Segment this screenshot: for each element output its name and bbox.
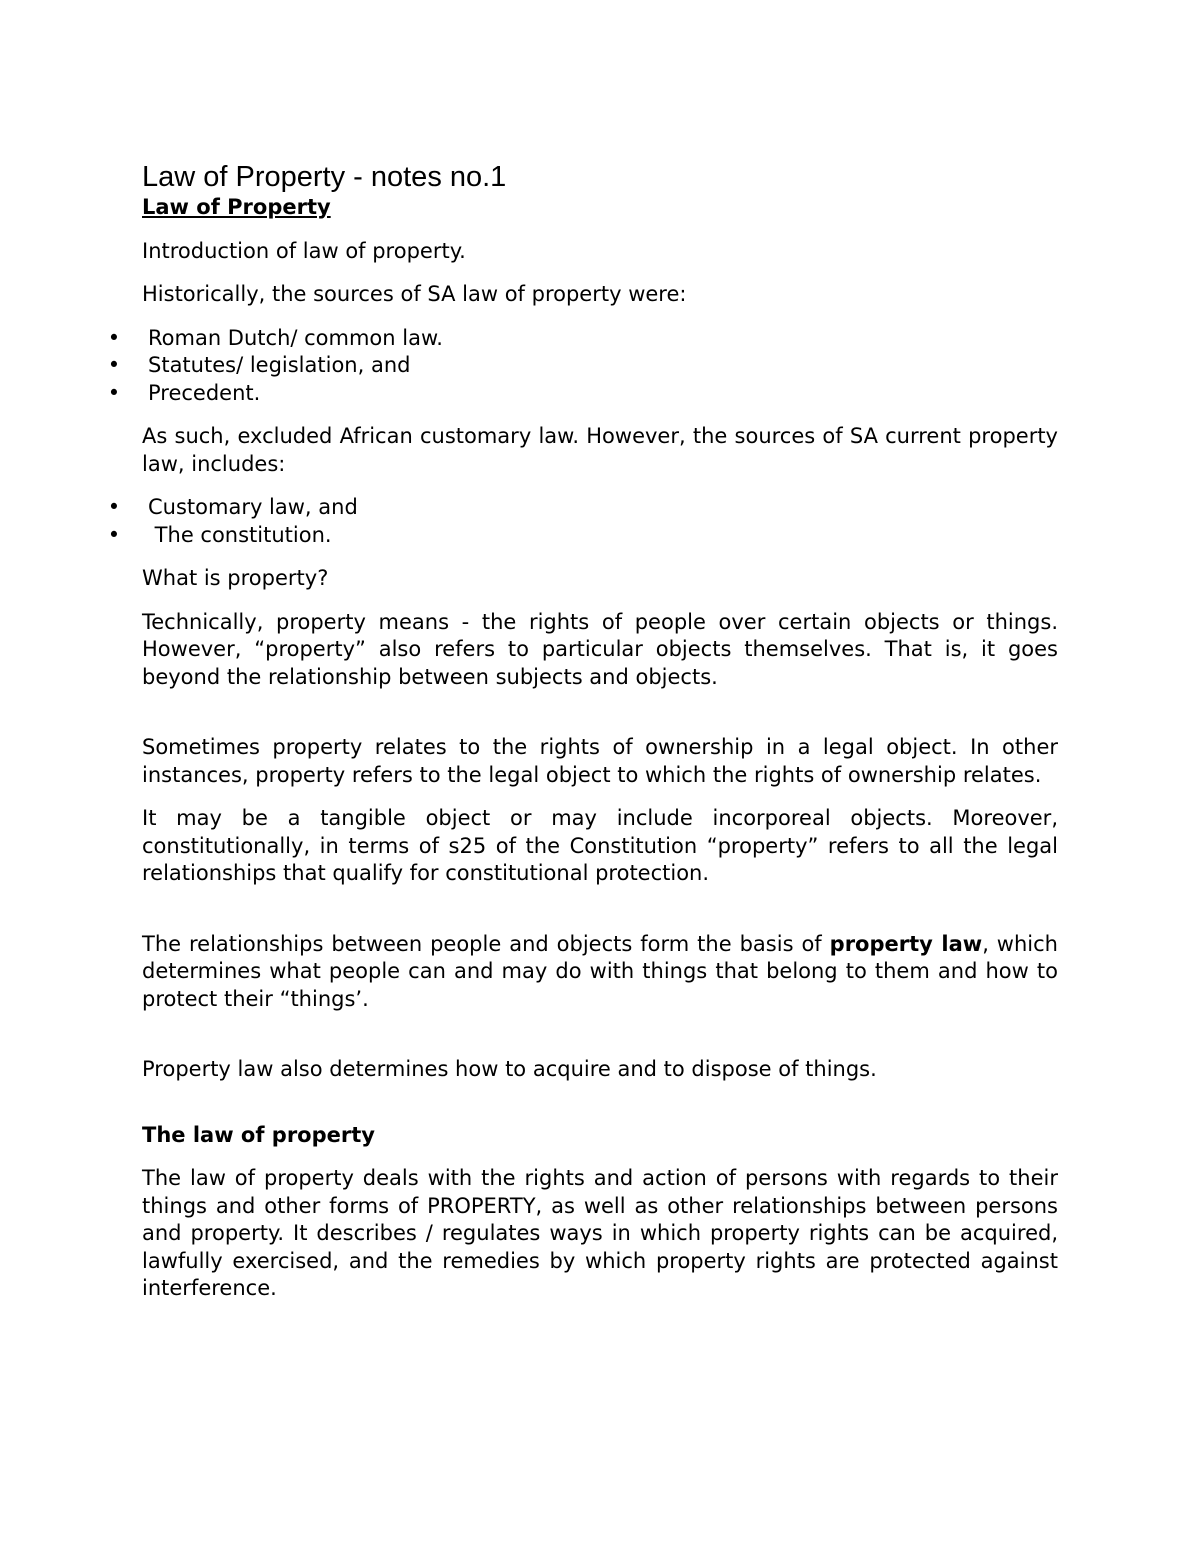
question-paragraph: What is property?	[142, 566, 329, 590]
list-item: • Roman Dutch/ common law.	[104, 325, 1058, 353]
current-sources-list	[104, 494, 1058, 549]
bullet-icon: •	[107, 325, 121, 350]
bullet-icon: •	[107, 353, 121, 377]
tangible-paragraph: It may be a tangible object or may include incorporeal objects. Moreover, constitutionally, in terms of s25 of the Constitution “property” refers to all the legal relationships that qualify for constitutional protection.	[142, 806, 1058, 885]
spacer	[142, 707, 1058, 734]
current-sources-intro: As such, excluded African customary law. However, the sources of SA current property law, includes:	[142, 424, 1058, 476]
spacer	[142, 904, 1058, 931]
spacer	[142, 1100, 1058, 1122]
document-page	[107, 160, 1058, 1319]
historic-sources-list	[104, 325, 1058, 408]
acquire-paragraph: Property law also determines how to acquire and to dispose of things.	[142, 1057, 877, 1081]
list-item: • Customary law, and	[104, 494, 1058, 522]
document-subtitle: Law of Property	[142, 195, 331, 219]
bold-term: property law	[829, 931, 983, 956]
list-item: • Precedent.	[104, 380, 1058, 408]
sometimes-paragraph: Sometimes property relates to the rights of ownership in a legal object. In other instances, property refers to the legal object to which the rights of ownership relates.	[142, 735, 1058, 787]
section-heading: The law of property	[142, 1122, 375, 1147]
bullet-icon: •	[107, 495, 121, 519]
list-item: • Statutes/ legislation, and	[104, 352, 1058, 380]
relationships-paragraph: The relationships between people and objects form the basis of property law, which determines what people can and may do with things that belong to them and how to protect their “things’.	[142, 931, 1058, 1011]
bullet-icon: •	[107, 380, 121, 405]
bullet-icon: •	[107, 522, 121, 547]
intro-paragraph: Introduction of law of property.	[142, 238, 466, 263]
technically-paragraph: Technically, property means - the rights of people over certain objects or things. However, “property” also refers to particular objects themselves. That is, it goes beyond the relationship between subjects and objects.	[142, 609, 1058, 689]
document-title: Law of Property - notes no.1	[142, 161, 507, 193]
historic-sources-intro: Historically, the sources of SA law of property were:	[142, 282, 687, 306]
deals-paragraph: The law of property deals with the rights and action of persons with regards to their things and other forms of PROPERTY, as well as other relationships between persons and property. It describes / regulates ways in which property rights can be acquired, lawfully exercised, and the remedies by which property rights are protected against interference.	[142, 1166, 1058, 1300]
list-item: • The constitution.	[104, 522, 1058, 550]
spacer	[142, 1029, 1058, 1056]
